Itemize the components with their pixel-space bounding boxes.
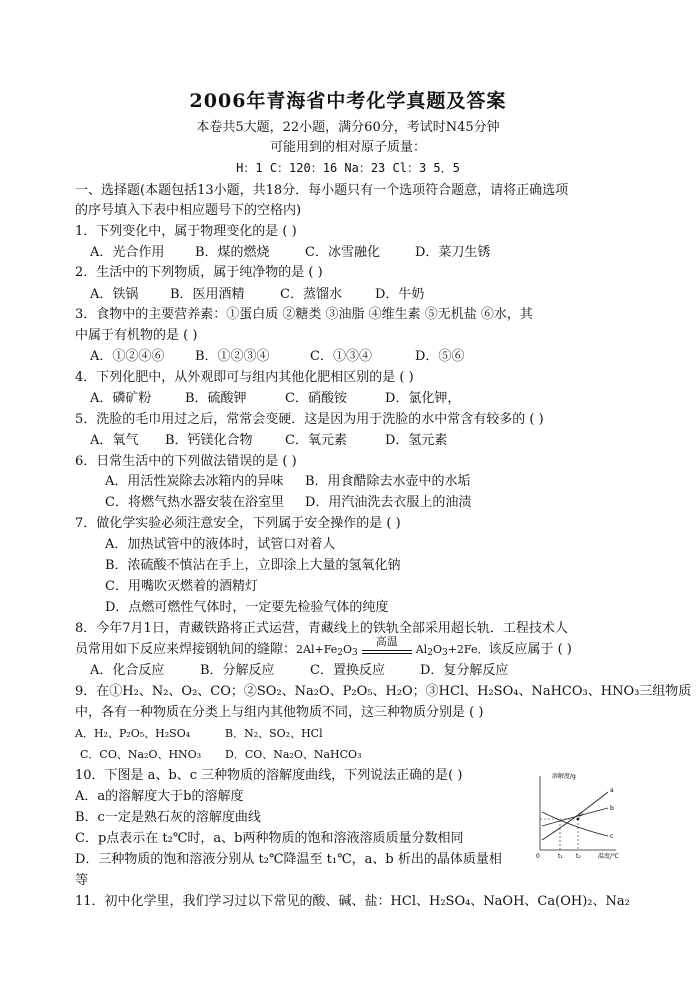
option-c: C．用嘴吹灭燃着的酒精灯 <box>105 579 258 594</box>
option-c: C．蒸馏水 <box>280 287 342 302</box>
equation-right <box>416 643 489 656</box>
question-11-stem: 11．初中化学里，我们学习过以下常见的酸、碱、盐：HCl、H₂SO₄、NaOH、Ca(OH)₂、Na₂ <box>75 894 630 909</box>
question-6-stem: 6．日常生活中的下列做法错误的是 ( ) <box>75 454 297 469</box>
question-9-options-row1 <box>75 724 323 744</box>
question-3-stem-line1: 3．食物中的主要营养素：①蛋白质 ②糖类 ③油脂 ④维生素 ⑤无机盐 ⑥水，其 <box>75 307 533 322</box>
option-d: D．CO、Na₂O、NaHCO₃ <box>225 748 362 761</box>
option-a: A．光合作用 <box>90 245 165 260</box>
question-2-stem: 2．生活中的下列物质，属于纯净物的是 ( ) <box>75 265 323 280</box>
option-c: C．置换反应 <box>310 663 385 678</box>
option-b: B．c一定是熟石灰的溶解度曲线 <box>75 810 261 825</box>
question-5-options <box>90 431 447 451</box>
x-axis-label: 温度/℃ <box>598 853 619 860</box>
subscript: 2 <box>427 648 433 658</box>
question-10-stem: 10．下图是 a、b、c 三种物质的溶解度曲线，下列说法正确的是( ) <box>75 768 463 783</box>
option-d: D．复分解反应 <box>420 663 509 678</box>
section-heading-line1: 一、选择题(本题包括13小题，共18分．每小题只有一个选项符合题意，请将正确选项 <box>75 183 569 198</box>
question-7-stem: 7．做化学实验必须注意安全，下列属于安全操作的是 ( ) <box>75 516 401 531</box>
question-9-options-row2 <box>80 745 362 765</box>
o-letter: O <box>432 643 442 656</box>
atomic-mass-values: H：1 C：120：16 Na：23 Cl：3 5．5 <box>236 161 460 175</box>
t1-label: t₁ <box>558 853 563 860</box>
question-3-stem-line2: 中属于有机物的是 ( ) <box>75 328 198 343</box>
subscript: 2 <box>337 648 343 658</box>
question-8-stem-line1: 8．今年7月1日，青藏铁路将正式运营，青藏线上的铁轨全部采用超长轨．工程技术人 <box>75 621 568 636</box>
stem-text: 员常用如下反应来焊接钢轨间的缝隙： <box>75 642 297 657</box>
question-6-options-row1 <box>105 472 471 492</box>
option-b: B．①②③④ <box>195 349 270 364</box>
question-4-stem: 4．下列化肥中，从外观即可与组内其他化肥相区别的是 ( ) <box>75 370 414 385</box>
option-b: B．N₂、SO₂、HCl <box>225 727 323 740</box>
question-8-stem-line2 <box>75 635 572 660</box>
option-c: C．硝酸铵 <box>285 391 347 406</box>
equation-left <box>296 643 358 656</box>
option-d: D．氯化钾， <box>385 391 461 406</box>
equation-products: Al <box>415 643 428 656</box>
option-a: A．H₂、P₂O₅、H₂SO₄ <box>75 727 191 740</box>
option-d: D．用汽油洗去衣服上的油渍 <box>305 495 472 510</box>
point-p <box>577 818 580 821</box>
option-c: C．氧元素 <box>285 433 347 448</box>
subscript: 3 <box>441 648 448 658</box>
curve-b-label: b <box>610 805 614 812</box>
option-d: D．菜刀生锈 <box>415 245 491 260</box>
equation-reactants: 2Al+Fe <box>296 643 338 656</box>
exam-info: 本卷共5大题，22小题，满分60分，考试时N45分钟 <box>196 120 500 135</box>
option-d-line1: D．三种物质的饱和溶液分别从 t₂℃降温至 t₁℃，a、b 析出的晶体质量相 <box>75 852 502 867</box>
question-4-options <box>90 389 460 409</box>
option-d: D．氢元素 <box>385 433 448 448</box>
question-1-stem: 1．下列变化中，属于物理变化的是 ( ) <box>75 224 297 239</box>
option-c: C．冰雪融化 <box>305 245 380 260</box>
option-d: D．⑤⑥ <box>415 349 465 364</box>
question-3-options <box>90 347 464 367</box>
origin-label: 0 <box>536 853 540 860</box>
curve-a-label: a <box>610 787 614 794</box>
question-2-options <box>90 285 424 305</box>
question-9-stem-line1: 9．在①H₂、N₂、O₂、CO；②SO₂、Na₂O、P₂O₅、H₂O；③HCl、H₂SO₄、NaHCO₃、HNO₃三组物质 <box>75 684 692 699</box>
option-a: A．a的溶解度大于b的溶解度 <box>75 789 244 804</box>
option-a: A．用活性炭除去冰箱内的异味 <box>105 474 284 489</box>
option-b: B．煤的燃烧 <box>195 245 270 260</box>
option-b: B．医用酒精 <box>170 287 245 302</box>
option-b: B．浓硫酸不慎沾在手上，立即涂上大量的氢氧化钠 <box>105 558 401 573</box>
option-b: B．钙镁化合物 <box>165 433 253 448</box>
equation-products-tail: +2Fe． <box>447 643 489 656</box>
option-d: D．点燃可燃性气体时，一定要先检验气体的纯度 <box>105 600 389 615</box>
stem-text-tail: 该反应属于 ( ) <box>488 642 572 657</box>
option-c: C．CO、Na₂O、HNO₃ <box>80 748 202 761</box>
o-letter: O <box>342 643 352 656</box>
option-a: A．氧气 <box>90 433 139 448</box>
option-c: C．①③④ <box>310 349 372 364</box>
reaction-arrow-line <box>362 650 412 651</box>
atomic-mass-heading: 可能用到的相对原子质量： <box>269 140 426 155</box>
option-b: B．用食醋除去水壶中的水垢 <box>305 474 471 489</box>
reaction-arrow-line <box>362 653 412 654</box>
curve-a <box>542 792 608 840</box>
option-d: D．牛奶 <box>375 287 425 302</box>
solubility-curve-figure <box>530 770 620 860</box>
subscript: 3 <box>352 648 358 658</box>
point-p-label: p <box>579 811 583 818</box>
option-a: A．磷矿粉 <box>90 391 152 406</box>
question-8-options <box>90 661 508 681</box>
option-a: A．铁锅 <box>90 287 139 302</box>
section-heading-line2: 的序号填入下表中相应题号下的空格内) <box>75 203 302 218</box>
option-c: C．将燃气热水器安装在浴室里 <box>105 495 284 510</box>
reaction-condition-text: 高温 <box>375 635 398 648</box>
question-1-options <box>90 243 490 263</box>
option-a: A．化合反应 <box>90 663 165 678</box>
solubility-curve-svg <box>530 770 620 860</box>
option-a: A．①②④⑥ <box>90 349 165 364</box>
question-5-stem: 5．洗脸的毛巾用过之后，常常会变硬．这是因为用于洗脸的水中常含有较多的 ( ) <box>75 412 544 427</box>
question-9-stem-line2: 中，各有一种物质在分类上与组内其他物质不同，这三种物质分别是 ( ) <box>75 705 484 720</box>
question-6-options-row2 <box>105 493 471 513</box>
option-c: C．p点表示在 t₂℃时，a、b两种物质的饱和溶液溶质质量分数相同 <box>75 831 464 846</box>
curve-c-label: c <box>610 833 614 840</box>
option-b: B．硫酸钾 <box>185 391 247 406</box>
option-a: A．加热试管中的液体时，试管口对着人 <box>105 537 336 552</box>
option-b: B．分解反应 <box>200 663 275 678</box>
page-title: 2006年青海省中考化学真题及答案 <box>189 90 507 112</box>
curve-c <box>542 812 608 836</box>
t2-label: t₂ <box>576 853 581 860</box>
option-d-line2: 等 <box>75 873 89 888</box>
y-axis-label: 溶解度/g <box>552 773 576 780</box>
